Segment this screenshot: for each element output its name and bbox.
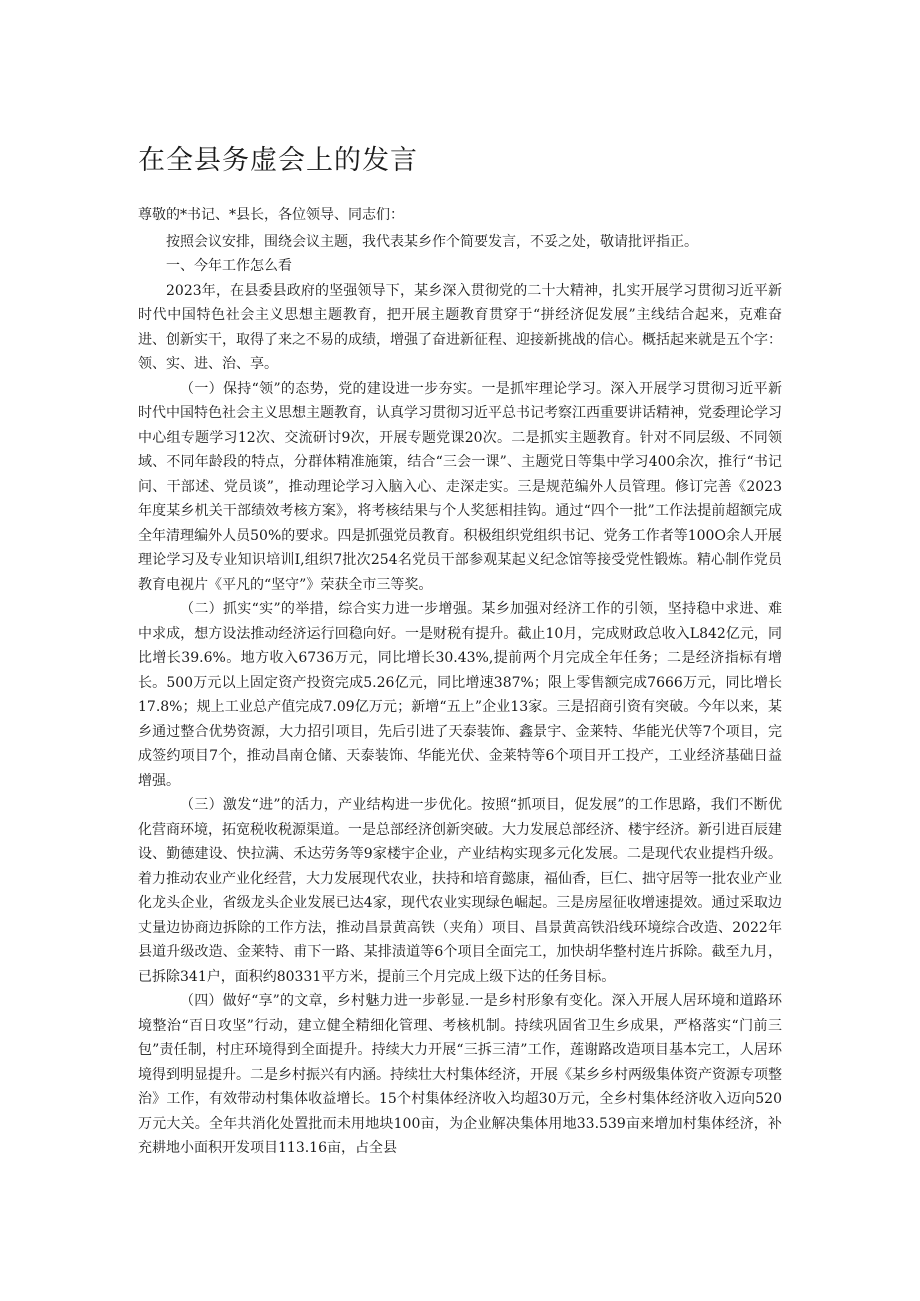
point-1-paragraph: （一）保持“领”的态势，党的建设进一步夯实。一是抓牢理论学习。深入开展学习贯彻习近平新时代中国特色社会主义思想主题教育，认真学习贯彻习近平总书记考察江西重要讲话精神，党委理论学习中心组专题学习12次、交流研讨9次，开展专题党课20次。二是抓实主题教育。针对不同层级、不同领域、不同年龄段的特点，分群体精准施策，结合“三会一课”、主题党日等集中学习400余次，推行“书记问、干部述、党员谈”，推动理论学习入脑入心、走深走实。三是规范编外人员管理。修订完善《2023年度某乡机关干部绩效考核方案》，将考核结果与个人奖惩相挂钩。通过“四个一批”工作法提前超额完成全年清理编外人员50%的要求。四是抓强党员教育。积极组织党组织书记、党务工作者等100O余人开展理论学习及专业知识培训I,组织7批次254名党员干部参观某起义纪念馆等接受党性锻炼。精心制作党员教育电视片《平凡的“坚守”》荣获全市三等奖。	[138, 380, 782, 593]
salutation: 尊敬的*书记、*县长，各位领导、同志们：	[138, 207, 404, 223]
intro-paragraph: 按照会议安排，围绕会议主题，我代表某乡作个简要发言，不妥之处，敬请批评指正。	[166, 233, 698, 250]
summary-paragraph: 2023年，在县委县政府的坚强领导下，某乡深入贯彻党的二十大精神，扎实开展学习贯彻习近平新时代中国特色社会主义思想主题教育，把开展主题教育贯穿于“拼经济促发展”主线结合起来，克难奋进、创新实干，取得了来之不易的成绩，增强了奋进新征程、迎接新挑战的信心。概括起来就是五个字：领、实、进、治、享。	[138, 282, 782, 372]
document-title: 在全县务虚会上的发言	[138, 145, 418, 176]
section-heading: 一、今年工作怎么看	[166, 258, 292, 274]
point-2-paragraph: （二）抓实“实”的举措，综合实力进一步增强。某乡加强对经济工作的引领，坚持稳中求进、难中求成，想方设法推动经济运行回稳向好。一是财税有提升。截止10月，完成财政总收入L842亿元，同比增长39.6%。地方收入6736万元，同比增长30.43%,提前两个月完成全年任务；二是经济指标有增长。500万元以上固定资产投资完成5.26亿元，同比增速387%；限上零售额完成7666万元，同比增长17.8%；规上工业总产值完成7.09亿万元；新增“五上”企业13家。三是招商引资有突破。今年以来，某乡通过整合优势资源，大力招引项目，先后引进了天泰装饰、鑫景宇、金莱特、华能光伏等7个项目，完成签约项目7个，推动昌南仓储、天泰装饰、华能光伏、金莱特等6个项目开工投产，工业经济基础日益增强。	[138, 601, 782, 789]
point-3-paragraph: （三）激发“进”的活力，产业结构进一步优化。按照“抓项目，促发展”的工作思路，我们不断优化营商环境，拓宽税收税源渠道。一是总部经济创新突破。大力发展总部经济、楼宇经济。新引进百辰建设、勤德建设、快拉满、禾达劳务等9家楼宇企业，产业结构实现多元化发展。二是现代农业提档升级。着力推动农业产业化经营，大力发展现代农业，扶持和培育懿康，福仙香，巨仁、拙守居等一批农业产业化龙头企业，省级龙头企业发展已达4家，现代农业实现绿色崛起。三是房屋征收增速提效。通过采取边丈量边协商边拆除的工作方法，推动昌景黄高铁（夹角）项目、昌景黄高铁沿线环境综合改造、2022年县道升级改造、金莱特、甫下一路、某排渍道等6个项目全面完工，加快胡华整村连片拆除。截至九月，已拆除341户，面积约80331平方米，提前三个月完成上级下达的任务目标。	[138, 797, 782, 985]
point-4-paragraph: （四）做好“享”的文章，乡村魅力进一步彰显.一是乡村形象有变化。深入开展人居环境和道路环境整治“百日攻坚”行动，建立健全精细化管理、考核机制。持续巩固省卫生乡成果，严格落实“门前三包”责任制，村庄环境得到全面提升。持续大力开展“三拆三清”工作，莲谢路改造项目基本完工，人居环境得到明显提升。二是乡村振兴有内涵。持续壮大村集体经济，开展《某乡乡村两级集体资产资源专项整治》工作，有效带动村集体收益增长。15个村集体经济收入均超30万元，全乡村集体经济收入迈向520万元大关。全年共消化处置批而未用地块100亩，为企业解决集体用地33.539亩来增加村集体经济，补充耕地小面积开发项目113.16亩，占全县	[138, 993, 782, 1156]
